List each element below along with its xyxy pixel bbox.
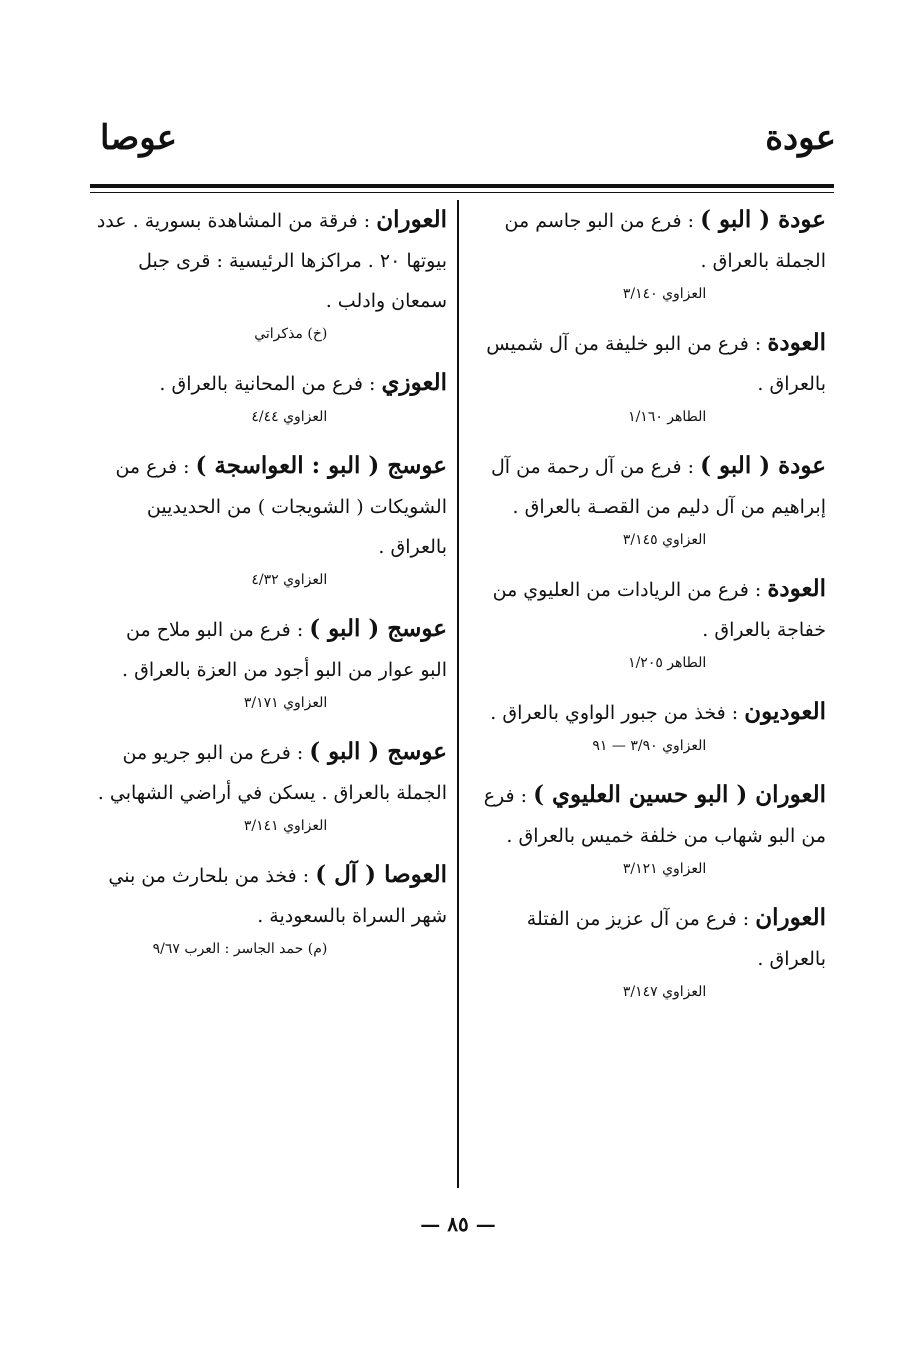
entry [95,446,447,593]
entry-reference: (م) حمد الجاسر : العرب ٩/٦٧ [152,941,328,957]
entry-separator: : [514,785,534,807]
entry-text [474,775,826,856]
entry-text [95,732,447,813]
entry-separator: : [725,702,745,724]
entry-text [474,692,826,733]
entry-reference: العزاوي ٣/١٤١ [243,818,328,834]
entry-reference: العزاوي ٣/١٤٠ [622,286,707,302]
entry-text [474,569,826,650]
entry-separator: : [357,210,377,232]
entry-definition: فرع من البو جاسم من الجملة بالعراق . [504,210,826,272]
entry-reference: الطاهر ١/٢٠٥ [628,655,707,671]
entry-headword: عوسج ( البو : العواسجة ) [195,452,447,479]
entry-separator: : [290,619,310,641]
left-column [95,200,447,978]
entry-definition: فرع من الريادات من العليوي من خفاجة بالعراق . [492,579,826,641]
entry-definition: فرقة من المشاهدة بسورية . عدد بيوتها ٢٠ . مراكزها الرئيسية : قرى جبل سمعان وادلب . [96,210,447,312]
entry-text [474,898,826,979]
entry-headword: عوسج ( البو ) [309,738,447,765]
entry-headword: عوسج ( البو ) [309,615,447,642]
entry-text [95,855,447,936]
entry-headword: العوصا ( آل ) [315,861,447,888]
entry [95,855,447,962]
entry-reference: العزاوي ٣/٩٠ — ٩١ [592,738,707,754]
running-head-left: عوصا [100,118,178,158]
entry-text [474,446,826,527]
entry [474,569,826,676]
entry-separator: : [177,456,196,478]
entry-separator: : [748,333,768,355]
entry-headword: عودة ( البو ) [700,452,826,479]
entry-reference: العزاوي ٣/١٧١ [243,695,328,711]
header-rule-thick [90,184,834,188]
page-number: — ٨٥ — [420,1212,496,1236]
entry-definition: فخذ من جبور الواوي بالعراق . [490,702,726,724]
entry-text [474,323,826,404]
entry-definition: فرع من البو شهاب من خلفة خميس بالعراق . [483,785,826,847]
entry-reference: العزاوي ٣/١٤٧ [622,984,707,1000]
entry-text [95,200,447,321]
entry [95,363,447,430]
entry-text [95,363,447,404]
entry-headword: العوران [755,904,826,931]
entry-separator: : [363,373,382,395]
entry-separator: : [736,908,756,930]
running-head-right: عودة [765,118,836,158]
entry-separator: : [296,865,316,887]
entry [95,609,447,716]
entry [474,323,826,430]
column-divider [457,200,459,1188]
entry-definition: فخذ من بلحارث من بني شهر السراة بالسعودية . [108,865,447,927]
entry [474,446,826,553]
entry-definition: فرع من آل رحمة من آل إبراهيم من آل دليم من القصـة بالعراق . [490,456,826,518]
entry-reference: الطاهر ١/١٦٠ [628,409,707,425]
entry-separator: : [681,456,701,478]
entry-separator: : [748,579,768,601]
entry-headword: العوزي [381,369,447,396]
entry-reference: العزاوي ٣/١٢١ [622,861,707,877]
entry [474,200,826,307]
entry-reference: العزاوي ٤/٤٤ [251,409,328,425]
entry-definition: فرع من آل عزيز من الفتلة بالعراق . [526,908,826,970]
right-column [474,200,826,1021]
entry-text [95,446,447,567]
header-rule-thin [90,192,834,193]
entry-definition: فرع من البو جريو من الجملة بالعراق . يسكن في أراضي الشهابي . [97,742,447,804]
entry [95,732,447,839]
entry [474,692,826,759]
entry-headword: عودة ( البو ) [700,206,826,233]
entry-definition: فرع من البو ملاح من البو عوار من البو أجود من العزة بالعراق . [122,619,447,681]
entry-headword: العوران [376,206,447,233]
entry-text [474,200,826,281]
entry-definition: فرع من المحانية بالعراق . [159,373,364,395]
entry-reference: العزاوي ٣/١٤٥ [622,532,707,548]
entry-separator: : [681,210,701,232]
entry-definition: فرع من الشويكات ( الشويجات ) من الحديديين بالعراق . [115,456,447,558]
entry [95,200,447,347]
entry [474,898,826,1005]
entry-headword: العودة [767,329,826,356]
entry-reference: (خ) مذكراتي [254,326,328,342]
entry-reference: العزاوي ٤/٣٢ [251,572,328,588]
entry-headword: العودة [767,575,826,602]
entry-definition: فرع من البو خليفة من آل شميس بالعراق . [486,333,826,395]
entry-headword: العوديون [744,698,826,725]
entry [474,775,826,882]
entry-separator: : [290,742,310,764]
entry-headword: العوران ( البو حسين العليوي ) [533,781,826,808]
entry-text [95,609,447,690]
